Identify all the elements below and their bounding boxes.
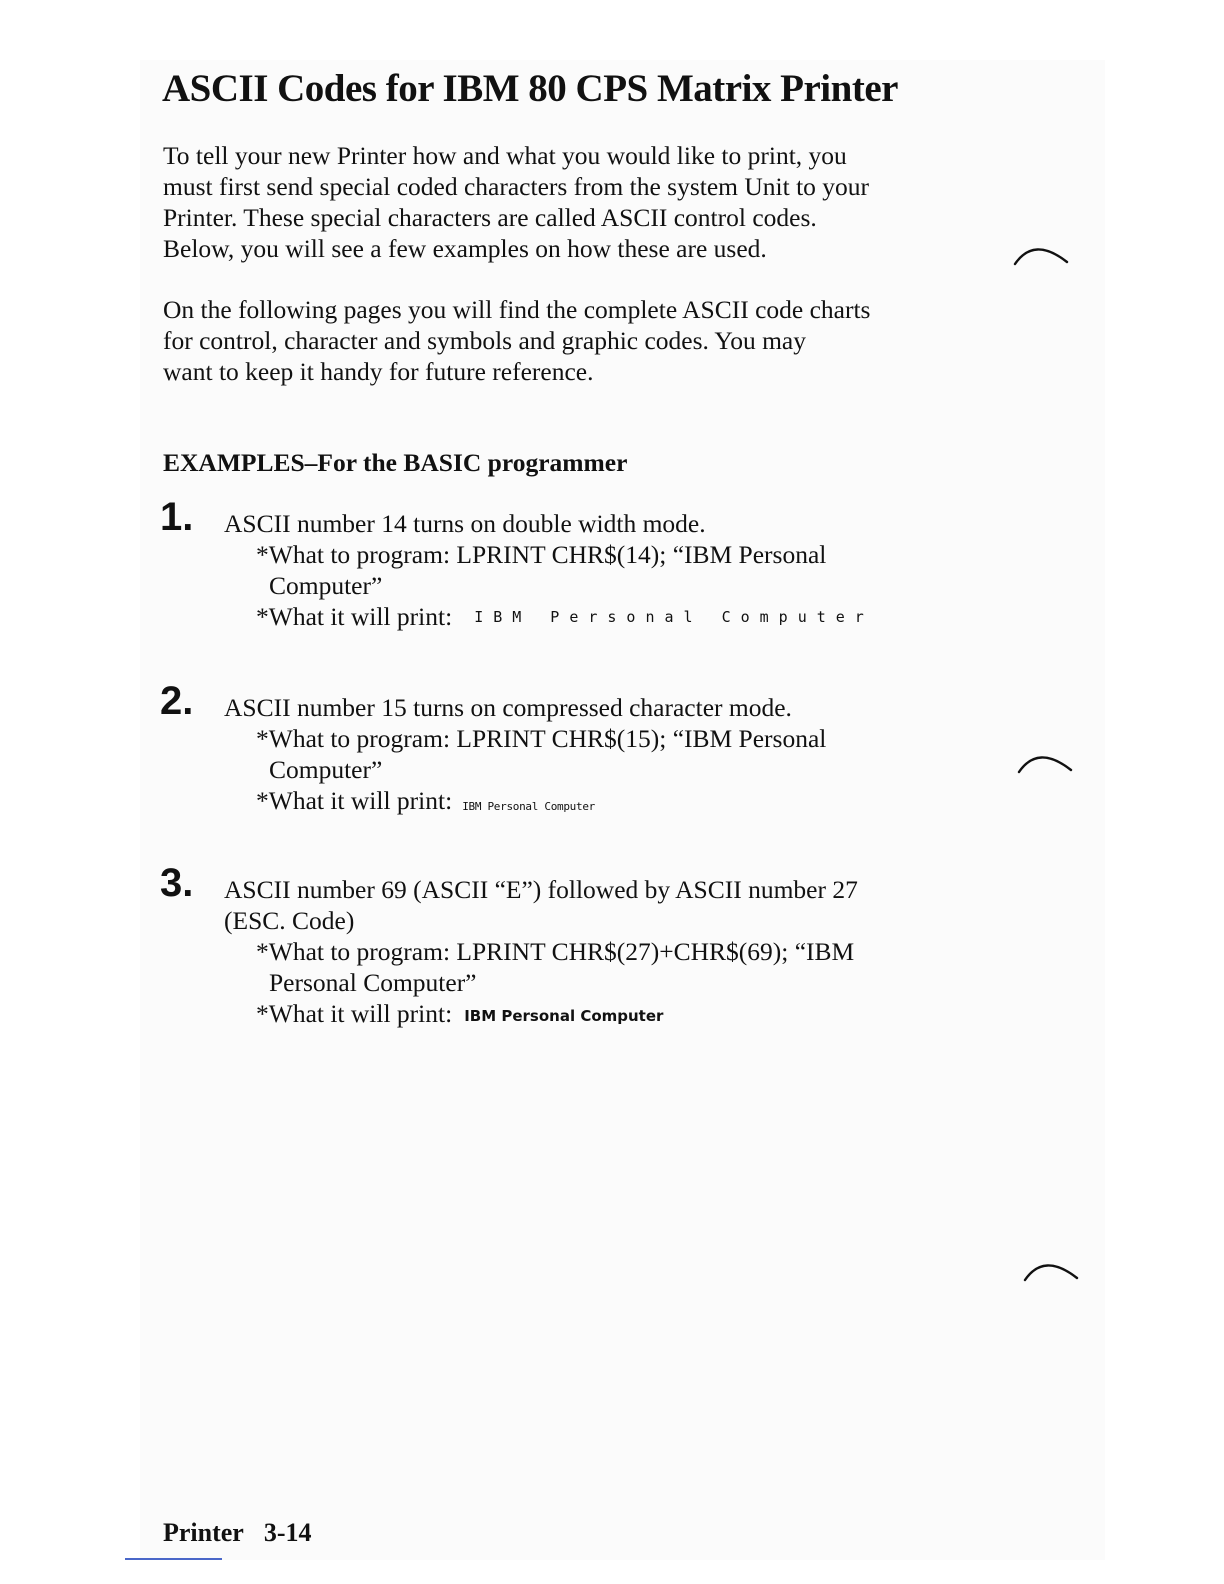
print-line <box>224 601 874 636</box>
program-line: Computer” <box>269 755 383 784</box>
program-line: *What to program: LPRINT CHR$(14); “IBM Personal <box>256 540 827 569</box>
binder-hole-mark-icon <box>1012 240 1072 266</box>
examples-heading: EXAMPLES–For the BASIC programmer <box>163 448 628 477</box>
program-line: Computer” <box>269 571 383 600</box>
page-title: ASCII Codes for IBM 80 CPS Matrix Printer <box>162 67 898 110</box>
program-line: Personal Computer” <box>269 968 477 997</box>
print-output-emphasized: IBM Personal Computer <box>464 1007 664 1025</box>
example-description: (ESC. Code) <box>224 906 355 935</box>
text-line: want to keep it handy for future reference. <box>163 357 594 386</box>
text-line: To tell your new Printer how and what you would like to print, you <box>163 141 847 170</box>
print-label: *What it will print: <box>256 786 453 815</box>
example-description: ASCII number 15 turns on compressed character mode. <box>224 693 792 722</box>
example-body <box>224 692 826 821</box>
text-line: On the following pages you will find the complete ASCII code charts <box>163 295 871 324</box>
page-footer <box>163 1518 312 1548</box>
example-number: 3. <box>160 861 194 905</box>
example-body <box>224 508 874 636</box>
footer-section: Printer <box>163 1518 244 1547</box>
example-number: 1. <box>160 495 194 539</box>
print-output-double-width: IBM Personal Computer <box>474 608 874 626</box>
page-number: 3-14 <box>263 1518 312 1547</box>
print-line <box>224 998 858 1033</box>
print-line <box>224 785 826 821</box>
binder-hole-mark-icon <box>1016 748 1076 774</box>
intro-paragraph-1 <box>163 140 869 264</box>
text-line: must first send special coded characters from the system Unit to your <box>163 172 870 201</box>
text-line: Below, you will see a few examples on how these are used. <box>163 234 767 263</box>
example-description: ASCII number 14 turns on double width mode. <box>224 509 706 538</box>
binder-hole-mark-icon <box>1022 1256 1082 1282</box>
text-line: Printer. These special characters are called ASCII control codes. <box>163 203 817 232</box>
print-label: *What it will print: <box>256 602 453 631</box>
footer-underline <box>125 1558 222 1560</box>
print-label: *What it will print: <box>256 999 453 1028</box>
example-number: 2. <box>160 679 194 723</box>
intro-paragraph-2 <box>163 294 870 387</box>
example-body <box>224 874 858 1033</box>
program-line: *What to program: LPRINT CHR$(15); “IBM Personal <box>256 724 827 753</box>
example-description: ASCII number 69 (ASCII “E”) followed by ASCII number 27 <box>224 875 858 904</box>
program-line: *What to program: LPRINT CHR$(27)+CHR$(69); “IBM <box>256 937 855 966</box>
print-output-compressed: IBM Personal Computer <box>462 800 595 813</box>
text-line: for control, character and symbols and graphic codes. You may <box>163 326 806 355</box>
